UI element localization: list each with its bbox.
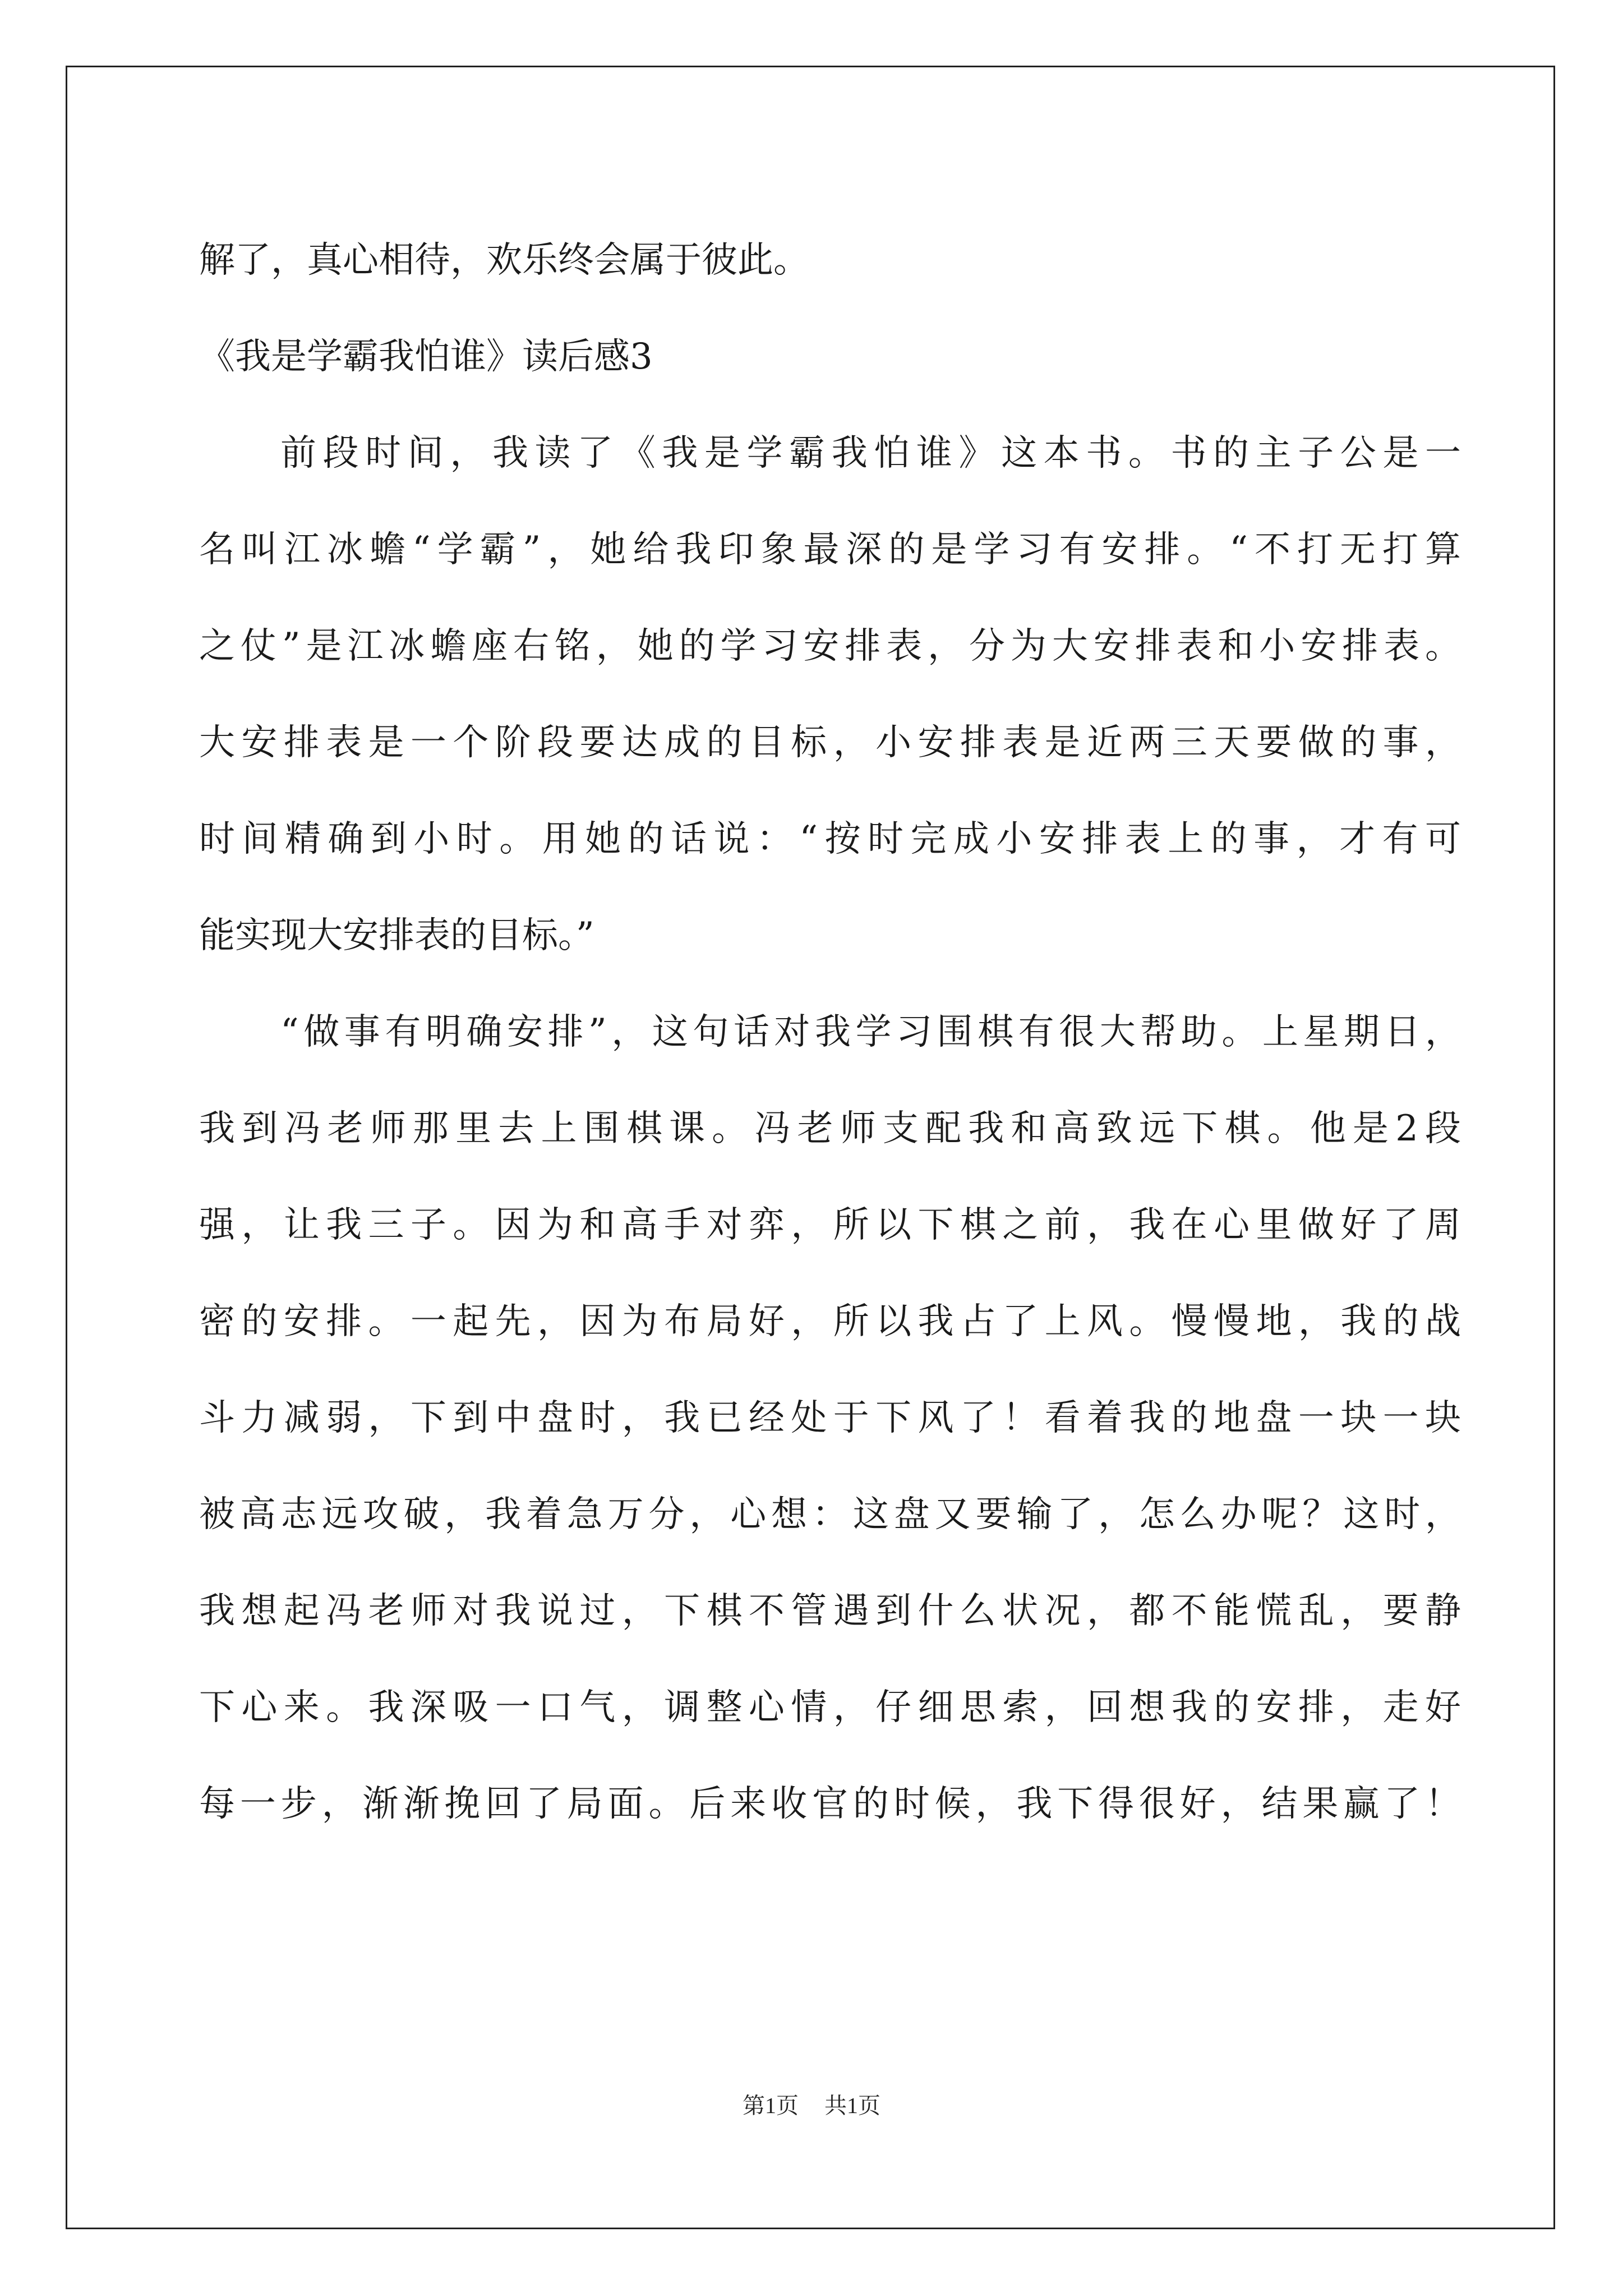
paragraph-2-line-5: 斗力减弱，下到中盘时，我已经处于下风了！看着我的地盘一块一块 bbox=[199, 1397, 1461, 1439]
paragraph-2-line-1: “做事有明确安排”，这句话对我学习围棋有很大帮助。上星期日， bbox=[280, 1011, 1461, 1053]
document-body bbox=[199, 212, 1461, 1852]
page-total: 共1页 bbox=[824, 2093, 880, 2118]
paragraph-1-line-3: 之仗”是江冰蟾座右铭，她的学习安排表，分为大安排表和小安排表。 bbox=[199, 625, 1461, 667]
paragraph-1-line-6: 能实现大安排表的目标。” bbox=[199, 915, 594, 956]
paragraph-1-line-1: 前段时间，我读了《我是学霸我怕谁》这本书。书的主子公是一 bbox=[280, 432, 1461, 474]
paragraph-2-line-2: 我到冯老师那里去上围棋课。冯老师支配我和高致远下棋。他是2段 bbox=[199, 1108, 1461, 1149]
text-line-1: 解了，真心相待，欢乐终会属于彼此。 bbox=[199, 240, 809, 281]
paragraph-2-line-8: 下心来。我深吸一口气，调整心情，仔细思索，回想我的安排，走好 bbox=[199, 1687, 1461, 1728]
paragraph-2-line-4: 密的安排。一起先，因为布局好，所以我占了上风。慢慢地，我的战 bbox=[199, 1301, 1461, 1342]
page-footer bbox=[0, 2088, 1623, 2120]
paragraph-2-line-6: 被高志远攻破，我着急万分，心想：这盘又要输了，怎么办呢？这时， bbox=[199, 1494, 1461, 1535]
paragraph-2-line-7: 我想起冯老师对我说过，下棋不管遇到什么状况，都不能慌乱，要静 bbox=[199, 1590, 1461, 1632]
paragraph-1-line-5: 时间精确到小时。用她的话说：“按时完成小安排表上的事，才有可 bbox=[199, 818, 1461, 860]
paragraph-1-line-2: 名叫江冰蟾“学霸”，她给我印象最深的是学习有安排。“不打无打算 bbox=[199, 529, 1461, 570]
paragraph-2-line-9: 每一步，渐渐挽回了局面。后来收官的时候，我下得很好，结果赢了！ bbox=[199, 1783, 1461, 1825]
paragraph-2-line-3: 强，让我三子。因为和高手对弈，所以下棋之前，我在心里做好了周 bbox=[199, 1204, 1461, 1246]
paragraph-1-line-4: 大安排表是一个阶段要达成的目标，小安排表是近两三天要做的事， bbox=[199, 722, 1461, 763]
section-heading: 《我是学霸我怕谁》读后感3 bbox=[199, 336, 653, 378]
page-number: 第1页 bbox=[743, 2093, 799, 2118]
